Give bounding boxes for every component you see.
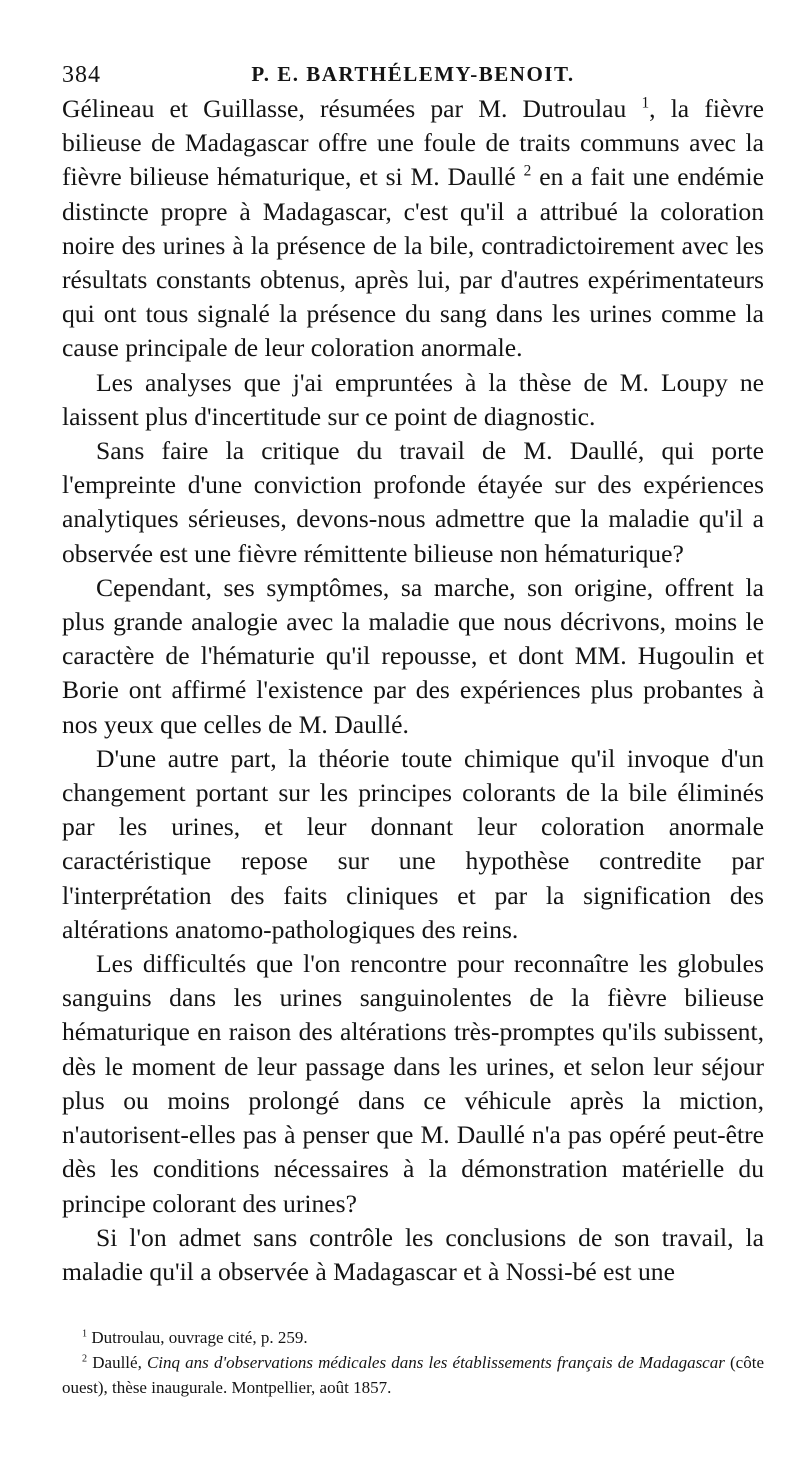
paragraph	[62, 742, 764, 947]
footnote-reference: 2	[523, 162, 532, 180]
footnote-author: Daullé,	[92, 1353, 147, 1372]
footnote-reference: 1	[641, 94, 650, 112]
footnote-marker: 1	[82, 1328, 88, 1340]
paragraph-text: Les analyses que j'ai empruntées à la thèse de M. Loupy ne laissent plus d'incertitude sur ce point de diagnostic.	[62, 367, 764, 431]
paragraph	[62, 434, 764, 571]
running-head: P. E. BARTHÉLEMY-BENOIT.	[251, 62, 575, 86]
footnote-text: Dutroulau, ouvrage cité, p. 259.	[91, 1328, 308, 1347]
paragraph	[62, 1221, 764, 1289]
paragraph-text: Cependant, ses symptômes, sa marche, son origine, offrent la plus grande analogie avec la maladie que nous décrivons, moins le caractère de l'hématurie qu'il repousse, et dont MM. Hugoulin et Borie ont affirmé l'existence par des expériences plus probantes à nos yeux que celles de M. Daullé.	[62, 572, 764, 739]
paragraph	[62, 366, 764, 434]
paragraph-text: D'une autre part, la théorie toute chimique qu'il invoque d'un changement portant sur les principes colorants de la bile éliminés par les urines, et leur donnant leur coloration anormale caractéristique repose sur une hypothèse contredite par l'interprétation des faits cliniques et par la signification des altérations anatomo-pathologiques des reins.	[62, 743, 764, 944]
footnote-marker: 2	[82, 1353, 88, 1365]
page-header	[62, 56, 764, 96]
footnote	[62, 1325, 764, 1350]
paragraph	[62, 571, 764, 742]
paragraph-text: , la fièvre bilieuse de Madagascar offre une foule de traits communs avec la fièvre bilieuse hématurique, et si M. Daullé	[62, 94, 765, 192]
body-text	[62, 92, 764, 1289]
paragraph-text: Sans faire la critique du travail de M. Daullé, qui porte l'empreinte d'une conviction profonde étayée sur des expériences analytiques sérieuses, devons-nous admettre que la maladie qu'il a observée est une fièvre rémittente bilieuse non hématurique?	[62, 436, 764, 568]
paragraph-text: Les difficultés que l'on rencontre pour reconnaître les globules sanguins dans les urines sanguinolentes de la fièvre bilieuse hématurique en raison des altérations très-promptes qu'ils subissent, dès le moment de leur passage dans les urines, et selon leur séjour plus ou moins prolongé dans ce véhicule après la miction, n'autorisent-elles pas à penser que M. Daullé n'a pas opéré peut-être dès les conditions nécessaires à la démonstration matérielle du principe colorant des urines?	[62, 949, 764, 1218]
paragraph-text: en a fait une endémie distincte propre à Madagascar, c'est qu'il a attribué la coloration noire des urines à la présence de la bile, contradictoirement avec les résultats constants obtenus, après lui, par d'autres expérimentateurs qui ont tous signalé la présence du sang dans les urines comme la cause principale de leur coloration anormale.	[62, 162, 764, 363]
paragraph	[62, 947, 764, 1221]
paragraph-text: Gélineau et Guillasse, résumées par M. Dutroulau	[62, 94, 642, 123]
footnotes	[62, 1325, 764, 1400]
paragraph	[62, 92, 764, 366]
footnote	[62, 1350, 764, 1400]
footnote-details: (côte ouest), thèse inaugurale. Montpellier, août 1857.	[62, 1353, 764, 1397]
page-number: 384	[62, 62, 101, 88]
paragraph-text: Si l'on admet sans contrôle les conclusions de son travail, la maladie qu'il a observée à Madagascar et à Nossi-bé est une	[62, 1222, 764, 1286]
footnote-title: Cinq ans d'observations médicales dans les établissements français de Madagascar	[146, 1353, 725, 1372]
